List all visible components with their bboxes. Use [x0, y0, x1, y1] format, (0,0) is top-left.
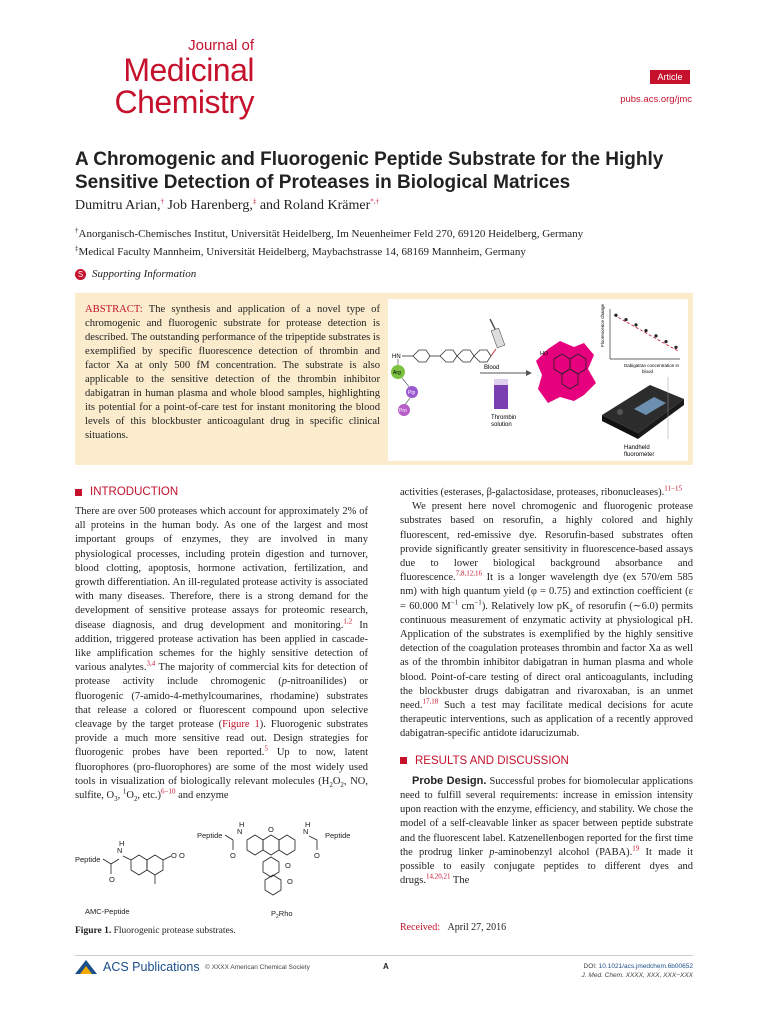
results-heading [400, 754, 693, 768]
reference-link[interactable]: 1,2 [343, 617, 353, 626]
received-label: Received: [400, 922, 440, 933]
affiliation-2-mark: ‡ [75, 244, 79, 253]
col2-text-part: The [450, 875, 470, 887]
introduction-text: There are over 500 proteases which account for approximately 2% of all proteins in the human body. As one of the largest and most important groups of enzymes, they are involved in many physiological processes, including protein digestion and turnover, blood clotting, apoptosis, hormone activation, fertilization, and growth differentiation. An ill-regulated protease activity is associated with many diseases. Therefore, there is a strong demand for the development of sensitive protease assays for proteomic research, disease diagnosis, and drug development and monitoring.$^{1,2}$ In addition, triggered protease activation has been applied in cascade-like amplification schemes for the highly sensitive detection of various analytes.$^{3,4}$ The majority of commercial kits for detection of protease activity include chromogenic (p-nitroanilides) or fluorogenic (7-amido-4-methylcoumarines, rhodamine) substrates that release a colored or fluorescent compound upon selective cleavage by the target protease (Figure 1). Fluorogenic substrates provide a much more sensitive read out. Design strategies for fluorogenic probes have been reported.$^5$ Up to now, latent fluorophores (pro-fluorophores) are some of the most widely used tools in visualization of biologically relevant molecules ($H_2O_2$, NO, sulfite, $O_3$, $^1O_2$, etc.)$^{6-10}$ and enzyme [75, 506, 368, 804]
syringe-icon [490, 319, 505, 348]
affiliation-2 [75, 246, 526, 258]
col2-text-part: Such a test may facilitate medical decisions for acute therapeutic interventions, such as application of a recently approved dabigatran-specific antidote idarucizumab. [400, 700, 693, 740]
fig1-peptide-r2: Peptide [325, 831, 351, 840]
toc-graphic [388, 299, 688, 461]
column-2-text [400, 486, 693, 888]
intro-text-part: Up to now, latent fluorophores (pro-fluorophores) are some of the most widely used tools in visualization of biologically relevant molecules (H [75, 747, 368, 787]
introduction-heading [75, 486, 178, 498]
chart-point [644, 329, 647, 332]
svg-text:O: O [314, 851, 320, 860]
intro-text-part: The majority of commercial kits for detection of protease activity include chromogenic ( [75, 662, 368, 688]
fig1-h-left: H [119, 839, 125, 848]
svg-text:N: N [303, 827, 309, 836]
reference-link[interactable]: 5 [264, 744, 268, 753]
figure-1-structures [75, 822, 375, 922]
toc-chart-xlabel-2: blood [642, 369, 654, 374]
page-number: A [383, 962, 389, 971]
intro-text-italic: p [281, 676, 287, 688]
dabigatran-chart [600, 303, 680, 374]
col2-text-italic: p [489, 846, 495, 858]
doi-citation [540, 962, 693, 980]
toc-chart-ylabel: Fluorescence change [600, 303, 605, 347]
col2-text-part: activities (esterases, β-galactosidase, proteases, ribonucleases). [400, 487, 665, 498]
svg-text:H: H [305, 822, 311, 829]
intro-text-part: , [117, 790, 123, 802]
results-heading-text: RESULTS AND DISCUSSION [415, 754, 569, 767]
intro-text-part: In addition, triggered protease activation has been applied in cascade-like amplification schemes for the highly sensitive detection of various analytes. [75, 619, 368, 674]
author-1-affil: † [160, 197, 165, 206]
acs-logo-icon [75, 960, 97, 974]
toc-chart-xlabel-1: Dabigatran concentration in [624, 363, 680, 368]
intro-text-part: and enzyme [175, 790, 229, 802]
col2-text-part: We present here novel chromogenic and fluorogenic protease substrates based on resorufin, a highly colored and highly fluorescent, red-emissive dye. Resorufin-based substrates often provide significantly greater sensitivity in fluorescence-based assays due to lower biological background absorbance and fluorescence. [400, 501, 693, 584]
reference-link[interactable]: 19 [632, 844, 640, 853]
intro-text-part: O [332, 775, 341, 787]
fig1-o-left: O [109, 875, 115, 884]
toc-graphic-svg [388, 299, 688, 461]
chart-point [614, 314, 617, 317]
toc-ho-label: HO [540, 351, 549, 357]
toc-handheld-label-2: fluorometer [624, 452, 655, 458]
fig1-n-left: N [117, 846, 123, 855]
probe-design-subheading: Probe Design. [412, 774, 487, 787]
abstract [85, 303, 380, 443]
author-list [75, 198, 379, 214]
toc-pip-label: Pip [408, 390, 416, 396]
reference-link[interactable]: 17,18 [422, 697, 439, 706]
svg-text:O: O [171, 851, 177, 860]
reference-link[interactable]: 3,4 [146, 659, 156, 668]
heading-square-icon [400, 757, 407, 764]
fig1-peptide-r1: Peptide [197, 831, 223, 840]
toc-handheld-label-1: Handheld [624, 445, 650, 451]
figure-1-caption-label: Figure 1. [75, 926, 112, 936]
abstract-label: ABSTRACT: [85, 304, 143, 315]
author-2[interactable]: Job Harenberg, [164, 198, 253, 213]
affiliation-2-text: Medical Faculty Mannheim, Universität Heidelberg, Maybachstrasse 14, 68169 Mannheim, Germany [78, 246, 526, 258]
col2-text-part: It is a longer wavelength dye (ex 570/em 585 nm) with high quantum yield (φ = 0.75) and extinction coefficient (ε = 60.000 M [400, 572, 693, 612]
journal-logo-line3: Chemistry [114, 84, 254, 120]
copyright-notice: © XXXX American Chemical Society [205, 964, 310, 971]
received-date [400, 922, 506, 933]
svg-text:O: O [230, 851, 236, 860]
column-2-paragraph-1: We present here novel chromogenic and fluorogenic protease substrates based on resorufin, a highly colored and highly fluorescent, red-emissive dye. Resorufin-based substrates often provide significantly greater sensitivity in fluorescence-based assays due to lower biological background absorbance and fluorescence.$^{7,8,12,16}$ It is a longer wavelength dye (ex 570/em 585 nm) with high quantum yield (φ = 0.75) and extinction coefficient (ε = 60.000 $M^{-1}$ $cm^{-1}$). Relatively low $pK_a$ of resorufin (∼6.0) permits continuous measurement of enzymatic activity at physiological pH. Application of the substrates is exemplified by the highly sensitive detection of the coagulation proteases thrombin and factor Xa as well as of the thrombin inhibitor dabigatran in human plasma and whole blood. Point-of-care testing of direct oral anticoagulants, including the blockbuster drugs dabigatran and rivaroxaban, is an unmet need.$^{17,18}$ Such a test may facilitate medical decisions for acute therapeutic interventions, such as application of a recently approved dabigatran-specific antidote idarucizumab. [400, 501, 694, 740]
affiliation-1-text: Anorganisch-Chemisches Institut, Universität Heidelberg, Im Neuenheimer Feld 270, 69120 Heidelberg, Germany [78, 228, 584, 240]
col2-text-part: ). Relatively low pK [481, 600, 570, 612]
doi-link[interactable]: 10.1021/acs.jmedchem.6b00652 [598, 963, 693, 970]
col2-text-part: It made it possible to easily conjugate peptides to different dyes and drugs. [400, 846, 693, 887]
affiliation-1 [75, 228, 583, 240]
article-title: A Chromogenic and Fluorogenic Peptide Substrate for the Highly Sensitive Detection of Proteases in Biological Matrices [75, 149, 664, 193]
received-value: April 27, 2016 [447, 922, 507, 933]
supporting-info-label: Supporting Information [92, 268, 197, 280]
citation-text: J. Med. Chem. XXXX, XXX, XXX−XXX [581, 972, 693, 979]
toc-thrombin-label-2: solution [491, 422, 512, 428]
toc-blood-label: Blood [484, 365, 500, 371]
journal-logo-line1: Journal of [188, 37, 254, 54]
figure-1 [75, 822, 375, 922]
chart-point [654, 334, 657, 337]
intro-text-part: -nitroanilides) or fluorogenic (7-amido-4-methylcoumarines, rhodamine) substrates that release a colored or fluorescent compound upon selective cleavage by the target protease ( [75, 676, 368, 731]
toc-arg-label: Arg [393, 370, 401, 376]
author-1[interactable]: Dumitru Arian, [75, 198, 161, 213]
article-type-badge: Article [650, 70, 690, 84]
svg-text:O: O [287, 877, 293, 886]
col2-text-part: of resorufin (∼6.0) permits continuous measurement of enzymatic activity at physiological pH. Application of the substrates is exemplified by the highly sensitive detection of the coagulation proteases thrombin and factor Xa as well as of the thrombin inhibitor dabigatran in human plasma and whole blood. Point-of-care testing of direct oral anticoagulants, including the blockbuster drugs dabigatran and rivaroxaban, is an unmet need. [400, 600, 694, 712]
journal-logo-line2: Medicinal [123, 52, 254, 88]
svg-text:O: O [285, 861, 291, 870]
doi-label: DOI: [583, 963, 599, 970]
col2-text-part: -aminobenzyl alcohol (PABA). [494, 846, 633, 858]
heading-square-icon [75, 489, 82, 496]
author-2-affil: ‡ [252, 197, 257, 206]
chart-point [624, 318, 627, 321]
abstract-text: The synthesis and application of a novel type of chromogenic and fluorogenic substrate for protease detection is described. The outstanding performance of the tripeptide substrates is exemplified by specific fluorescence detection of thrombin and factor Xa at only 500 fM concentration. The substrate is also applicable to the sensitive detection of the thrombin inhibitor dabigatran in human plasma and whole blood samples, highlighting its potential for a point-of-care test for instant monitoring the blood levels of this blockbuster anticoagulant drug in specific clinical situations. [85, 304, 380, 441]
supporting-info-icon: S [75, 269, 86, 280]
author-3[interactable]: and Roland Krämer [256, 198, 371, 213]
chart-point [634, 323, 637, 326]
footer-divider [75, 955, 693, 956]
acs-publications-logo[interactable] [75, 960, 200, 974]
toc-pro-label: Pro [399, 408, 407, 414]
supporting-info-link[interactable] [75, 268, 196, 280]
intro-text-part: O [126, 790, 134, 802]
intro-text-part: There are over 500 proteases which account for approximately 2% of all proteins in the human body. As one of the largest and most important groups of enzymes, they are involved in many physiological processes, including protein digestion and turnover, blood clotting, apoptosis, hormone activation, fertilization, and growth differentiation. An ill-regulated protease activity is associated with many diseases. Therefore, there is a strong demand for the development of sensitive protease assays for proteomic research, disease diagnosis, and drug development and monitoring. [75, 506, 368, 631]
toc-thrombin-label-1: Thrombin [491, 415, 517, 421]
fig1-amc-label: AMC-Peptide [85, 907, 130, 916]
svg-text:N: N [237, 827, 243, 836]
intro-text-part: , NO, sulfite, O [75, 775, 368, 802]
intro-text-part: , etc.) [137, 790, 162, 802]
journal-url-link[interactable]: pubs.acs.org/jmc [620, 94, 692, 105]
acs-publications-text: ACS Publications [103, 960, 200, 974]
affiliation-1-mark: † [75, 226, 79, 235]
chart-points [614, 314, 677, 349]
fig1-rho-label: $P_2Rho$ [271, 909, 293, 920]
journal-logo [0, 38, 254, 118]
reference-link[interactable]: 11−15 [664, 484, 682, 493]
col2-text-part: Successful probes for biomolecular applications need to fulfill several requirements: increase in emission intensity upon reaction with the enzyme, efficiency, and stability. We chose the model of a self-cleavable linker as spacer between peptide substrate and the fluorescent label. Katzenellenbogen reported for the first time the prodrug linker [400, 775, 693, 858]
svg-text:O: O [268, 825, 274, 834]
col2-text-part: cm [458, 600, 475, 612]
svg-text:H: H [239, 822, 245, 829]
figure-1-caption [75, 926, 236, 936]
figure-1-link[interactable]: Figure 1 [222, 719, 260, 731]
column-2-paragraph-2 [400, 774, 693, 889]
reference-link[interactable]: 7,8,12,16 [455, 569, 482, 578]
reference-link[interactable]: 6−10 [161, 787, 176, 796]
column-2-paragraph-0 [400, 486, 693, 500]
chart-point [664, 340, 667, 343]
fig1-peptide-left: Peptide [75, 855, 101, 864]
intro-text-part: ). Fluorogenic substrates provide a much more sensitive read out. Design strategies for fluorogenic probes have been reported. [75, 719, 368, 759]
introduction-heading-text: INTRODUCTION [90, 486, 179, 498]
handheld-fluorometer-icon [602, 385, 684, 439]
chart-point [674, 346, 677, 349]
reference-link[interactable]: 14,20,21 [425, 872, 451, 881]
svg-text:O: O [179, 851, 185, 860]
author-3-affil: *,† [370, 197, 379, 206]
toc-hn-label: HN [392, 354, 401, 360]
figure-1-caption-text: Fluorogenic protease substrates. [111, 926, 236, 936]
